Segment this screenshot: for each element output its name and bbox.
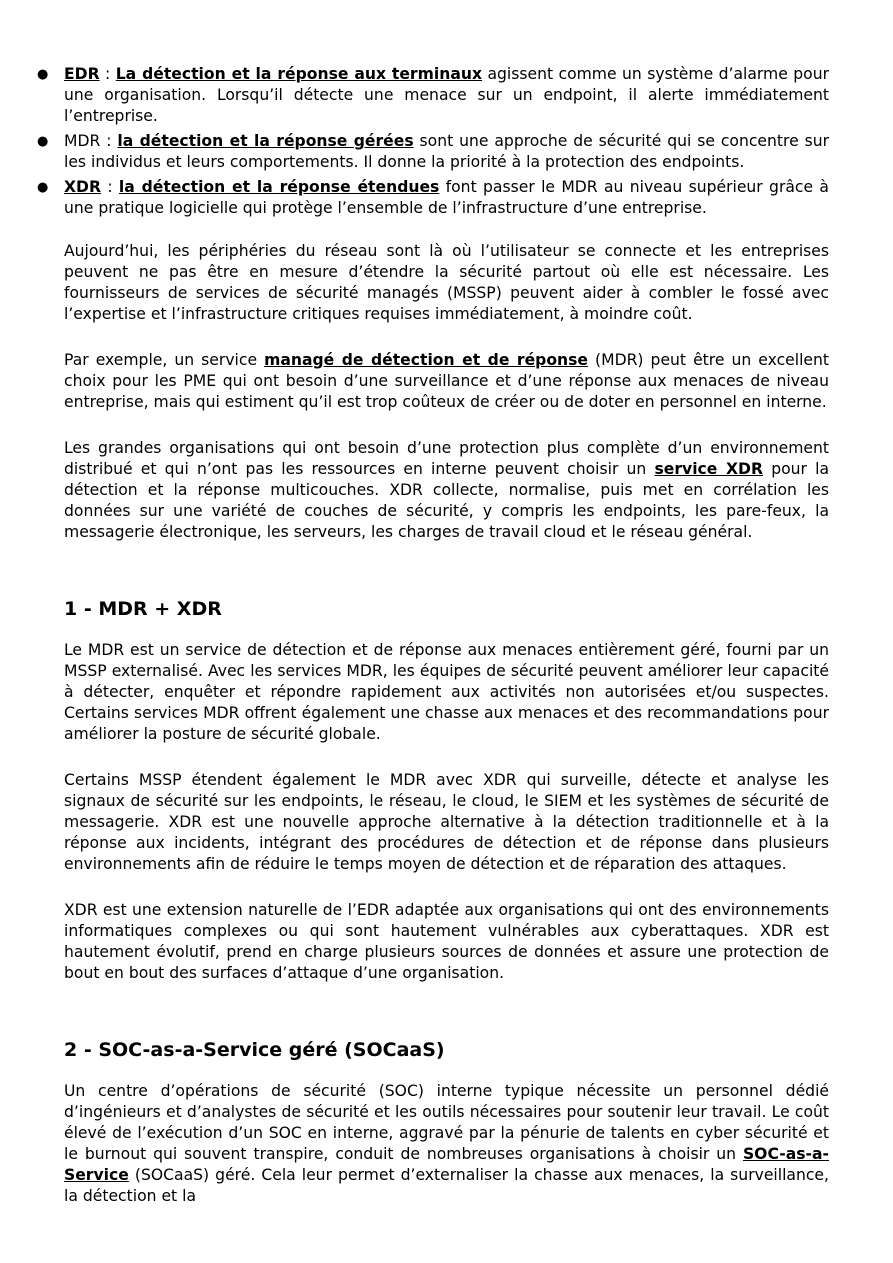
paragraph-text: Un centre d’opérations de sécurité (SOC) interne typique nécessite un personnel dédié d’ingénieurs et d’analystes de sécurité et les outils nécessaires pour soutenir leur travail. Le coût élevé de l’exécution d’un SOC en interne, aggravé par la pénurie de talents en cyber sécurité et le burnout qui souvent transpire, conduit de nombreuses organisations à choisir un bbox=[64, 1082, 829, 1163]
link-managed-detection[interactable]: managé de détection et de réponse bbox=[264, 351, 589, 369]
term-xdr[interactable]: XDR bbox=[64, 178, 101, 196]
intro-paragraph-1: Aujourd’hui, les périphéries du réseau sont là où l’utilisateur se connecte et les entreprises peuvent ne pas être en mesure d’étendre la sécurité partout où elle est nécessaire. Les fournisseurs de services de sécurité managés (MSSP) peuvent aider à combler le fossé avec l’expertise et l’infrastructure critiques requises immédiatement, à moindre coût. bbox=[64, 242, 829, 323]
paragraph-text: (SOCaaS) géré. Cela leur permet d’externaliser la chasse aux menaces, la surveillance, la détection et la bbox=[64, 1166, 829, 1205]
link-edr-definition[interactable]: La détection et la réponse aux terminaux bbox=[115, 65, 483, 83]
definition-text: sont une approche de sécurité qui se concentre sur les individus et leurs comportements. Il donne la priorité à la protection des endpoints. bbox=[64, 132, 830, 171]
intro-paragraph-2 bbox=[64, 350, 829, 413]
paragraph-text: pour la détection et la réponse multicouches. XDR collecte, normalise, puis met en corrélation les données sur une variété de couches de sécurité, y compris les endpoints, les pare-feux, la messagerie électronique, les serveurs, les charges de travail cloud et le réseau général. bbox=[64, 460, 830, 541]
document-page bbox=[37, 64, 830, 1207]
section-heading-socaas: 2 - SOC-as-a-Service géré (SOCaaS) bbox=[64, 1039, 445, 1061]
paragraph-text: Les grandes organisations qui ont besoin d’une protection plus complète d’un environnement distribué et qui n’ont pas les ressources en interne peuvent choisir un bbox=[64, 439, 829, 478]
list-item-xdr bbox=[37, 177, 829, 219]
section2-paragraph-1 bbox=[64, 1081, 829, 1207]
link-mdr-definition[interactable]: la détection et la réponse gérées bbox=[117, 132, 414, 150]
term-mdr: MDR bbox=[64, 132, 101, 150]
section1-paragraph-2: Certains MSSP étendent également le MDR avec XDR qui surveille, détecte et analyse les signaux de sécurité sur les endpoints, le réseau, le cloud, le SIEM et les systèmes de sécurité de messagerie. XDR est une nouvelle approche alternative à la détection traditionnelle et à la réponse aux incidents, intégrant des procédures de détection et de réponse dans plusieurs environnements afin de réduire le temps moyen de détection et de réparation des attaques. bbox=[64, 771, 829, 873]
section1-paragraph-1: Le MDR est un service de détection et de réponse aux menaces entièrement géré, fourni par un MSSP externalisé. Avec les services MDR, les équipes de sécurité peuvent améliorer leur capacité à détecter, enquêter et répondre rapidement aux activités non autorisées et/ou suspectes. Certains services MDR offrent également une chasse aux menaces et des recommandations pour améliorer la posture de sécurité globale. bbox=[64, 641, 829, 743]
term-separator: : bbox=[100, 178, 119, 196]
section-heading-mdr-xdr: 1 - MDR + XDR bbox=[64, 598, 222, 620]
bullet-icon: ● bbox=[37, 134, 49, 149]
list-item-mdr bbox=[37, 131, 830, 173]
bullet-icon: ● bbox=[37, 180, 49, 195]
section1-paragraph-3: XDR est une extension naturelle de l’EDR adaptée aux organisations qui ont des environnements informatiques complexes ou qui sont hautement vulnérables aux cyberattaques. XDR est hautement évolutif, prend en charge plusieurs sources de données et assure une protection de bout en bout des surfaces d’attaque d’une organisation. bbox=[64, 901, 829, 982]
link-xdr-definition[interactable]: la détection et la réponse étendues bbox=[118, 178, 440, 196]
term-edr[interactable]: EDR bbox=[64, 65, 100, 83]
paragraph-text: (MDR) peut être un excellent choix pour les PME qui ont besoin d’une surveillance et d’une réponse aux menaces de niveau entreprise, mais qui estiment qu’il est trop coûteux de créer ou de doter en personnel en interne. bbox=[64, 351, 829, 411]
definition-text: font passer le MDR au niveau supérieur grâce à une pratique logicielle qui protège l’ensemble de l’infrastructure d’une entreprise. bbox=[64, 178, 829, 217]
intro-paragraph-3 bbox=[64, 438, 829, 543]
link-soc-as-a-service[interactable]: SOC-as-a-Service bbox=[64, 1145, 829, 1184]
paragraph-text: Par exemple, un service bbox=[64, 351, 265, 369]
definition-list bbox=[37, 64, 830, 219]
term-separator: : bbox=[100, 132, 118, 150]
bullet-icon: ● bbox=[37, 67, 49, 82]
term-separator: : bbox=[99, 65, 116, 83]
list-item-edr bbox=[37, 64, 829, 127]
definition-text: agissent comme un système d’alarme pour une organisation. Lorsqu’il détecte une menace sur un endpoint, il alerte immédiatement l’entreprise. bbox=[64, 65, 829, 125]
link-service-xdr[interactable]: service XDR bbox=[654, 460, 764, 478]
